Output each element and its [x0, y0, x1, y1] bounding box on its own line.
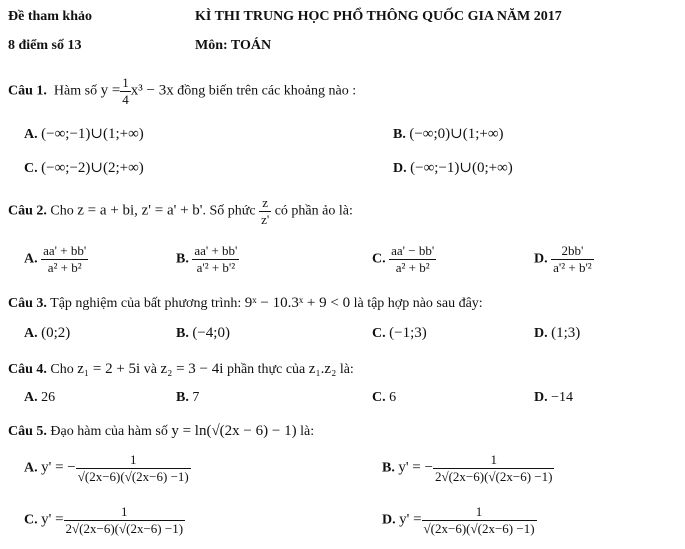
- formula: z₁ = 2 + 5i: [77, 361, 141, 377]
- option-label: A.: [24, 326, 38, 341]
- question-text: Hàm số: [53, 83, 98, 99]
- option-label: D.: [382, 512, 396, 528]
- fraction-numerator: z: [262, 195, 269, 210]
- q3-option-d[interactable]: [534, 325, 580, 342]
- fraction-numerator: 1: [121, 504, 128, 519]
- q3-option-a[interactable]: [24, 325, 70, 342]
- question-3: [8, 295, 483, 312]
- option-value: 26: [41, 390, 56, 405]
- fraction-denominator: a² + b²: [389, 259, 436, 275]
- option-label: C.: [24, 161, 38, 176]
- q1-option-c[interactable]: [24, 158, 144, 177]
- fraction-numerator: aa' + bb': [194, 243, 238, 258]
- fraction-numerator: 2bb': [561, 243, 584, 258]
- q2-option-a[interactable]: [24, 244, 88, 274]
- option-value: (−∞;−2)∪(2;+∞): [41, 160, 144, 176]
- option-value: (−∞;−1)∪(0;+∞): [410, 160, 513, 176]
- q1-option-a[interactable]: [24, 124, 144, 143]
- q5-option-b[interactable]: [382, 453, 554, 483]
- option-label: C.: [372, 251, 386, 267]
- option-label: C.: [372, 390, 386, 405]
- question-text: . Số phức: [202, 203, 256, 219]
- question-text: đồng biến trên các khoảng nào :: [177, 83, 357, 99]
- fraction-numerator: 1: [130, 452, 137, 467]
- fraction: [41, 244, 88, 274]
- subject-title: Môn: TOÁN: [195, 38, 272, 53]
- question-2: [8, 196, 353, 226]
- question-text: Cho: [50, 203, 74, 219]
- q2-option-d[interactable]: [534, 244, 594, 274]
- fraction: [192, 244, 239, 274]
- option-lhs: y' = −: [398, 459, 433, 476]
- option-label: D.: [393, 161, 407, 176]
- q1-option-b[interactable]: [393, 124, 504, 143]
- option-value: (−∞;0)∪(1;+∞): [409, 126, 504, 142]
- formula: y =: [100, 82, 121, 99]
- option-label: C.: [372, 326, 386, 341]
- fraction-denominator: √(2x−6)(√(2x−6) −1): [77, 468, 189, 484]
- option-label: D.: [534, 251, 548, 267]
- option-value: 7: [192, 390, 200, 405]
- fraction: [433, 453, 555, 483]
- header-left-line2: 8 điểm số 13: [8, 38, 82, 53]
- question-text: là:: [300, 424, 315, 439]
- fraction: [76, 453, 191, 483]
- q2-option-b[interactable]: [176, 244, 239, 274]
- option-label: B.: [176, 326, 189, 341]
- fraction-numerator: 1: [122, 75, 129, 90]
- option-label: B.: [176, 390, 189, 405]
- question-4: [8, 361, 354, 378]
- fraction: [389, 244, 436, 274]
- option-value: (−1;3): [389, 325, 427, 341]
- fraction-numerator: 1: [490, 452, 497, 467]
- formula: z₁.z₂: [308, 361, 337, 377]
- option-value: (1;3): [551, 325, 581, 341]
- fraction-denominator: a'² + b'²: [192, 259, 239, 275]
- fraction-numerator: 1: [475, 504, 483, 519]
- option-value: (0;2): [41, 325, 71, 341]
- fraction-denominator: 2√(2x−6)(√(2x−6) −1): [434, 468, 553, 484]
- fraction-denominator: √(2x−6)(√(2x−6) −1): [423, 520, 535, 536]
- q3-option-c[interactable]: [372, 325, 427, 342]
- fraction-numerator: aa' − bb': [391, 243, 435, 258]
- question-text: và: [143, 362, 157, 377]
- option-value: (−4;0): [192, 325, 230, 341]
- question-label: Câu 5.: [8, 424, 47, 439]
- question-5: [8, 423, 314, 440]
- fraction-denominator: 2√(2x−6)(√(2x−6) −1): [65, 520, 184, 536]
- question-text: Tập nghiệm của bất phương trình:: [50, 296, 242, 311]
- option-value: −14: [551, 390, 574, 405]
- option-label: D.: [534, 326, 548, 341]
- question-label: Câu 4.: [8, 362, 47, 377]
- question-label: Câu 1.: [8, 83, 47, 99]
- fraction: [551, 244, 594, 274]
- option-label: B.: [382, 460, 395, 476]
- header-left-line1: Đề tham khảo: [8, 9, 93, 24]
- option-lhs: y' =: [399, 511, 422, 528]
- option-value: 6: [389, 390, 397, 405]
- question-1: [8, 76, 356, 106]
- formula: 9ˣ − 10.3ˣ + 9 < 0: [244, 295, 351, 311]
- option-lhs: y' = −: [41, 459, 76, 476]
- fraction-denominator: 4: [122, 91, 129, 107]
- formula: y = ln(√(2x − 6) − 1): [171, 423, 297, 439]
- option-value: (−∞;−1)∪(1;+∞): [41, 126, 144, 142]
- option-label: A.: [24, 390, 38, 405]
- q1-option-d[interactable]: [393, 158, 513, 177]
- formula: x³ − 3x: [130, 82, 174, 99]
- question-text: phần thực của: [226, 362, 306, 377]
- q5-option-d[interactable]: [382, 505, 537, 535]
- formula: z = a + bi, z' = a' + b': [77, 202, 203, 219]
- fraction: [422, 505, 537, 535]
- q5-option-a[interactable]: [24, 453, 191, 483]
- q4-option-b[interactable]: [176, 390, 199, 406]
- question-text: Đạo hàm của hàm số: [50, 424, 168, 439]
- option-label: D.: [534, 390, 548, 405]
- question-text: có phần ảo là:: [274, 203, 353, 219]
- exam-title: KÌ THI TRUNG HỌC PHỔ THÔNG QUỐC GIA NĂM 2017: [195, 9, 562, 24]
- option-label: A.: [24, 127, 38, 142]
- fraction: [64, 505, 186, 535]
- option-lhs: y' =: [41, 511, 64, 528]
- question-label: Câu 3.: [8, 296, 47, 311]
- option-label: B.: [176, 251, 189, 267]
- fraction: [259, 196, 271, 226]
- q4-option-c[interactable]: [372, 390, 396, 406]
- fraction-numerator: aa' + bb': [43, 243, 87, 258]
- q4-option-d[interactable]: [534, 390, 573, 406]
- question-text: là:: [339, 362, 354, 377]
- fraction-denominator: a² + b²: [41, 259, 88, 275]
- question-label: Câu 2.: [8, 203, 47, 219]
- option-label: A.: [24, 460, 38, 476]
- option-label: A.: [24, 251, 38, 267]
- q4-option-a[interactable]: [24, 390, 55, 406]
- option-label: C.: [24, 512, 38, 528]
- question-text: Cho: [50, 362, 74, 377]
- fraction: [120, 76, 131, 106]
- q3-option-b[interactable]: [176, 325, 230, 342]
- question-text: là tập hợp nào sau đây:: [353, 296, 483, 311]
- fraction-denominator: a'² + b'²: [553, 259, 592, 275]
- q5-option-c[interactable]: [24, 505, 185, 535]
- fraction-denominator: z': [261, 211, 270, 227]
- q2-option-c[interactable]: [372, 244, 436, 274]
- formula: z₂ = 3 − 4i: [160, 361, 224, 377]
- option-label: B.: [393, 127, 406, 142]
